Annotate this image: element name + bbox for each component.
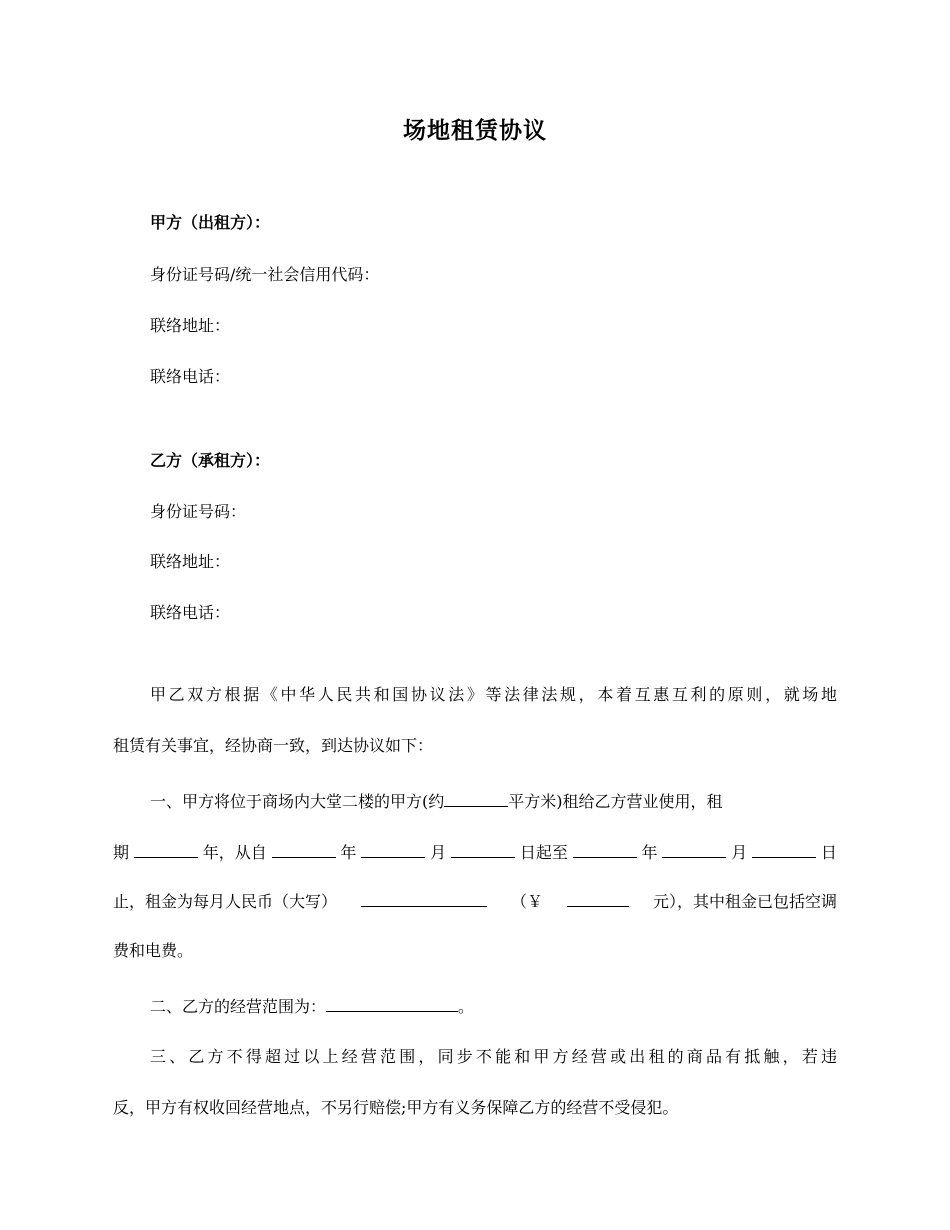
start-year-blank (272, 841, 336, 858)
rent-amount-words-blank (361, 890, 487, 907)
clause-1-row-4: 费和电费。 (113, 941, 194, 960)
party-b-phone-label: 联络电话： (150, 603, 231, 622)
clause-1-text: 日起至 (519, 843, 568, 862)
clause-1-row-2 (113, 841, 837, 865)
party-b-heading: 乙方（承租方）： (150, 451, 271, 470)
intro-line-2: 租赁有关事宜，经协商一致，到达协议如下： (113, 736, 434, 755)
party-b-id-label: 身份证号码： (150, 502, 247, 521)
party-b-address-label: 联络地址： (150, 552, 231, 571)
clause-1-text: 一、甲方将位于商场内大堂二楼的甲方(约 (150, 792, 445, 811)
party-a-id-label: 身份证号码/统一社会信用代码： (150, 265, 380, 284)
clause-1-row-1 (150, 790, 837, 814)
start-day-blank (451, 841, 515, 858)
end-month-blank (662, 841, 726, 858)
clause-1-text: 期 (113, 843, 130, 862)
clause-2 (150, 995, 474, 1019)
clause-1-text: 月 (430, 843, 447, 862)
area-blank (444, 790, 508, 807)
clause-3-line-2: 反，甲方有权收回经营地点，不另行赔偿;甲方有义务保障乙方的经营不受侵犯。 (113, 1098, 679, 1117)
clause-1-text: （￥ (510, 892, 543, 911)
clause-1-text: 年 (340, 843, 357, 862)
end-year-blank (573, 841, 637, 858)
clause-1-text: 平方米)租给乙方营业使用，租 (508, 792, 723, 811)
party-a-heading: 甲方（出租方）： (150, 213, 271, 232)
business-scope-blank (326, 995, 458, 1012)
start-month-blank (361, 841, 425, 858)
clause-3-line-1: 三、乙方不得超过以上经营范围，同步不能和甲方经营或出租的商品有抵触，若违 (150, 1047, 837, 1066)
clause-1-text: 元），其中租金已包括空调 (652, 892, 837, 911)
clause-1-text: 年，从自 (202, 843, 267, 862)
clause-1-text: 止，租金为每月人民币（大写） (113, 892, 338, 911)
term-years-blank (134, 841, 198, 858)
clause-1-row-3 (113, 890, 837, 914)
clause-1-text: 日 (820, 843, 837, 862)
party-a-phone-label: 联络电话： (150, 367, 231, 386)
clause-2-text: 。 (458, 997, 475, 1016)
clause-1-text: 年 (641, 843, 658, 862)
clause-2-text: 二、乙方的经营范围为： (150, 997, 327, 1016)
intro-line-1: 甲乙双方根据《中华人民共和国协议法》等法律法规，本着互惠互利的原则，就场地 (150, 685, 837, 704)
document-title: 场地租赁协议 (403, 117, 547, 144)
rent-amount-figures-blank (567, 890, 629, 907)
party-a-address-label: 联络地址： (150, 316, 231, 335)
end-day-blank (752, 841, 816, 858)
clause-1-text: 月 (731, 843, 748, 862)
